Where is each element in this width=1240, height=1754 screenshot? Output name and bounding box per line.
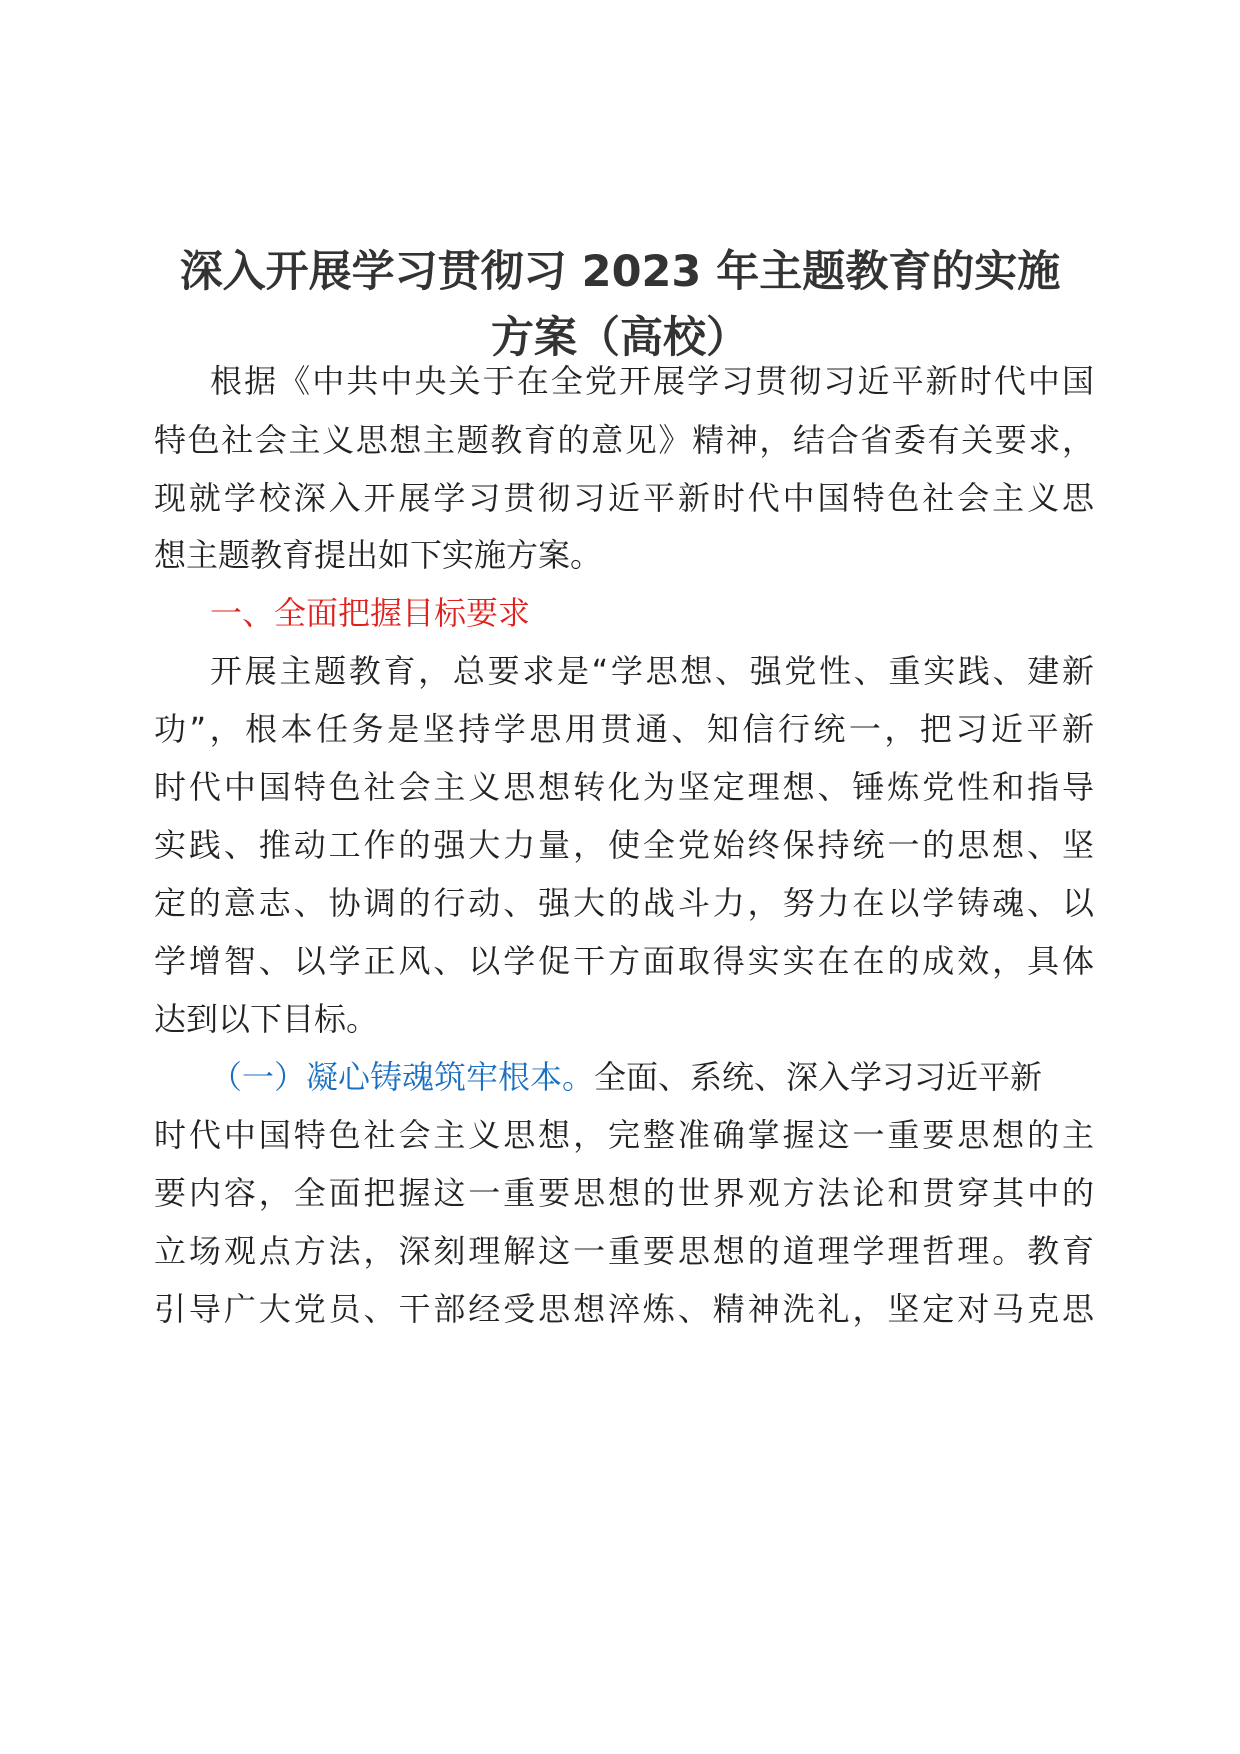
intro-paragraph-line: 想主题教育提出如下实施方案。: [154, 536, 603, 574]
section-paragraph-line: 实践、推动工作的强大力量，使全党始终保持统一的思想、坚: [154, 826, 1094, 864]
intro-paragraph-line: 现就学校深入开展学习贯彻习近平新时代中国特色社会主义思: [154, 479, 1094, 517]
section-heading: 一、全面把握目标要求: [210, 594, 531, 632]
intro-paragraph-line: 特色社会主义思想主题教育的意见》精神，结合省委有关要求，: [154, 421, 1094, 459]
section-paragraph-line: 定的意志、协调的行动、强大的战斗力，努力在以学铸魂、以: [154, 884, 1094, 922]
subsection-paragraph-line: 时代中国特色社会主义思想，完整准确掌握这一重要思想的主: [154, 1116, 1094, 1154]
document-title-line-1: 深入开展学习贯彻习 2023 年主题教育的实施: [179, 247, 1061, 297]
section-paragraph-line: 学增智、以学正风、以学促干方面取得实实在在的成效，具体: [154, 942, 1094, 980]
section-paragraph-line: 功”，根本任务是坚持学思用贯通、知信行统一，把习近平新: [154, 710, 1094, 748]
intro-paragraph-line: 根据《中共中央关于在全党开展学习贯彻习近平新时代中国: [210, 362, 1094, 400]
subsection-first-line: [210, 1045, 1094, 1109]
subsection-paragraph-line: 引导广大党员、干部经受思想淬炼、精神洗礼，坚定对马克思: [154, 1290, 1094, 1328]
subsection-paragraph-line: 要内容，全面把握这一重要思想的世界观方法论和贯穿其中的: [154, 1174, 1094, 1212]
document-title-line-2: 方案（高校）: [491, 313, 749, 363]
subsection-first-line-text: 全面、系统、深入学习习近平新: [594, 1058, 1043, 1096]
section-paragraph-line: 达到以下目标。: [154, 1000, 379, 1038]
section-paragraph-line: 时代中国特色社会主义思想转化为坚定理想、锤炼党性和指导: [154, 768, 1094, 806]
subsection-heading: （一）凝心铸魂筑牢根本。: [210, 1058, 595, 1096]
section-paragraph-line: 开展主题教育，总要求是“学思想、强党性、重实践、建新: [210, 652, 1094, 690]
subsection-paragraph-line: 立场观点方法，深刻理解这一重要思想的道理学理哲理。教育: [154, 1232, 1094, 1270]
